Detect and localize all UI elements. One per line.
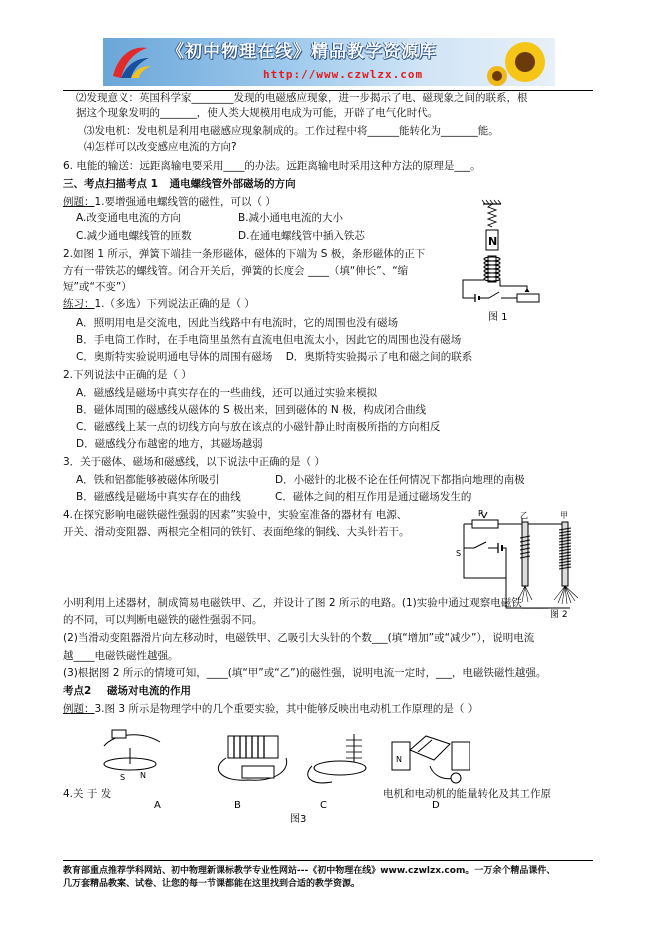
figure-3-label-a: A: [154, 800, 161, 811]
practice-4-line-6: 越____电磁铁磁性越强。: [63, 650, 179, 662]
question-4-right: 电机和电动机的能量转化及其工作原: [383, 788, 551, 800]
figure-3-label-b: B: [234, 800, 241, 811]
example-3-question: [63, 703, 478, 716]
svg-text:N: N: [396, 755, 402, 764]
figure-3-s-label: S: [120, 773, 126, 782]
practice-2-option-d: D．磁感线分布越密的地方，其磁场越弱: [76, 438, 263, 450]
footer-divider: [63, 860, 593, 861]
figure-2-s-label: S: [456, 549, 462, 558]
practice-1-question: [63, 298, 255, 311]
figure-1-label: 图 1: [488, 312, 508, 323]
figure-3-n-label: N: [140, 771, 146, 780]
example-1-question: [63, 196, 276, 209]
header-title: 《初中物理在线》精品教学资源库: [167, 42, 437, 62]
section-kd2-title: 磁场对电流的作用: [106, 685, 191, 697]
practice-1-text: 1.（多选）下列说法正确的是（ ）: [94, 298, 255, 310]
footer-line-1: 教育部重点推荐学科网站、初中物理新课标教学专业性网站---《初中物理在线》www.czwlzx.com。一万余个精品课件、: [63, 866, 556, 876]
practice-2-option-a: A．磁感线是磁场中真实存在的一些曲线，还可以通过实验来模拟: [76, 387, 378, 399]
practice-2-option-c: C．磁感线上某一点的切线方向与放在该点的小磁针静止时南极所指的方向相反: [76, 421, 441, 433]
line-current-direction: ⑷怎样可以改变感应电流的方向?: [84, 141, 237, 153]
section-3-prefix: 三、考点扫描考点 1: [63, 178, 158, 190]
example-1-text: 1.要增强通电螺线管的磁性，可以（ ）: [94, 196, 276, 208]
figure-2-jia-label: 甲: [560, 511, 568, 520]
header-url[interactable]: http://www.czwlzx.com: [263, 68, 424, 81]
practice-3-option-d: D．小磁针的北极不论在任何情况下都指向地理的南极: [275, 474, 525, 486]
line-discovery-significance: ⑵发现意义：英国科学家________发现的电磁感应现象，进一步揭示了电、磁现象之间的联系，根: [76, 92, 528, 104]
figure-3-experiments: [100, 722, 470, 826]
figure-3-apparatus-b: [218, 736, 286, 811]
question-4-left: 4.关 于 发: [63, 788, 112, 800]
practice-3-option-a: A．铁和铝都能够被磁体所吸引: [76, 474, 220, 486]
section-kd2-heading: [63, 685, 191, 698]
footer: [63, 865, 603, 891]
practice-2-option-b: B．磁体周围的磁感线从磁体的 S 极出来，回到磁体的 N 极，构成闭合曲线: [76, 404, 427, 416]
line-generator: ⑶发电机：发电机是利用电磁感应现象制成的。工作过程中将______能转化为_______能。: [84, 125, 499, 137]
practice-3-option-c: C．磁体之间的相互作用是通过磁场发生的: [275, 491, 472, 503]
practice-2-question: 2.下列说法中正确的是（ ）: [63, 369, 192, 381]
figure-2-p-label: P: [478, 509, 483, 518]
example-1-option-a: A.改变通电电流的方向: [76, 212, 181, 224]
section-3-title: 通电螺线管外部磁场的方向: [169, 178, 296, 190]
practice-4-line-2: 开关、滑动变阻器、两根完全相同的铁钉、表面绝缘的铜线、大头针若干。: [63, 526, 410, 538]
example-2-line-2: 方有一带铁芯的螺线管。闭合开关后，弹簧的长度会 ____（填“伸长”、“缩: [63, 265, 409, 277]
line-invention: 据这个现象发明的_______，使人类大规模用电成为可能，开辟了电气化时代。: [76, 107, 439, 119]
practice-1-option-c: C．奥斯特实验说明通电导体的周围有磁场: [76, 351, 273, 363]
example-label: 例题：: [63, 196, 95, 208]
example-1-option-b: B.减小通电电流的大小: [238, 212, 344, 224]
figure-3-label: 图3: [290, 814, 307, 825]
example-3-label: 例题：: [63, 703, 95, 715]
practice-1-option-d: D．奥斯特实验揭示了电和磁之间的联系: [285, 351, 473, 363]
section-kd2-prefix: 考点2: [63, 685, 92, 697]
practice-4-line-3: 小明利用上述器材，制成简易电磁铁甲、乙，并设计了图 2 所示的电路。(1)实验中通过观察电磁铁_____: [63, 597, 548, 609]
line-power-transmission: 6. 电能的输送：远距离输电要采用____的办法。远距离输电时采用这种方法的原理是___。: [63, 160, 481, 172]
figure-1-spring-solenoid: [455, 198, 550, 326]
header-divider: [63, 90, 593, 91]
practice-4-line-5: (2)当滑动变阻器滑片向左移动时，电磁铁甲、乙吸引大头针的个数___(填“增加”或“减少”），说明电流: [63, 632, 535, 644]
figure-2-label: 图 2: [550, 610, 568, 620]
practice-1-option-a: A．照明用电是交流电，因此当线路中有电流时，它的周围也没有磁场: [76, 317, 399, 329]
practice-label: 练习：: [63, 298, 95, 310]
practice-1-option-c-d: [76, 351, 472, 364]
figure-2-yi-label: 乙: [520, 511, 528, 520]
practice-4-line-1: 4.在探究影响电磁铁磁性强弱的因素”实验中，实验室准备的器材有 电源、: [63, 509, 408, 521]
sunflower-icon: [483, 38, 553, 86]
figure-3-apparatus-a: [104, 730, 161, 811]
example-1-option-d: D.在通电螺线管中插入铁芯: [238, 230, 365, 242]
example-3-text: 3.图 3 所示是物理学中的几个重要实验，其中能够反映出电动机工作原理的是（ ）: [94, 703, 479, 715]
practice-4-line-7: (3)根据图 2 所示的情境可知，____(填“甲”或“乙”)的磁性强，说明电流一定时，___，电磁铁磁性越强。: [63, 667, 547, 679]
figure-3-apparatus-c: [308, 734, 366, 811]
site-logo-icon: [109, 42, 153, 82]
practice-1-option-b: B．手电筒工作时，在手电筒里虽然有直流电但电流太小，因此它的周围也没有磁场: [76, 334, 462, 346]
practice-4-line-4: 的不同，可以判断电磁铁的磁性强弱不同。: [63, 614, 263, 626]
figure-3-label-d: D: [432, 800, 440, 811]
footer-line-2: 几万套精品教案、试卷、让您的每一节课都能在这里找到合适的教学资源。: [63, 879, 361, 890]
practice-3-question: 3．关于磁体、磁场和磁感线，以下说法中正确的是（ ）: [63, 456, 326, 468]
section-3-heading: [63, 178, 296, 191]
figure-1-n-label: N: [488, 235, 498, 248]
example-2-line-3: 短”或“不变”）: [63, 281, 132, 293]
example-1-option-c: C.减少通电螺线管的匝数: [76, 230, 192, 242]
figure-3-label-c: C: [320, 800, 327, 811]
example-2-line-1: 2.如图 1 所示，弹簧下端挂一条形磁体，磁体的下端为 S 极，条形磁体的正下: [63, 248, 426, 260]
header-banner: [103, 38, 555, 86]
practice-3-option-b: B．磁感线是磁场中真实存在的曲线: [76, 491, 241, 503]
